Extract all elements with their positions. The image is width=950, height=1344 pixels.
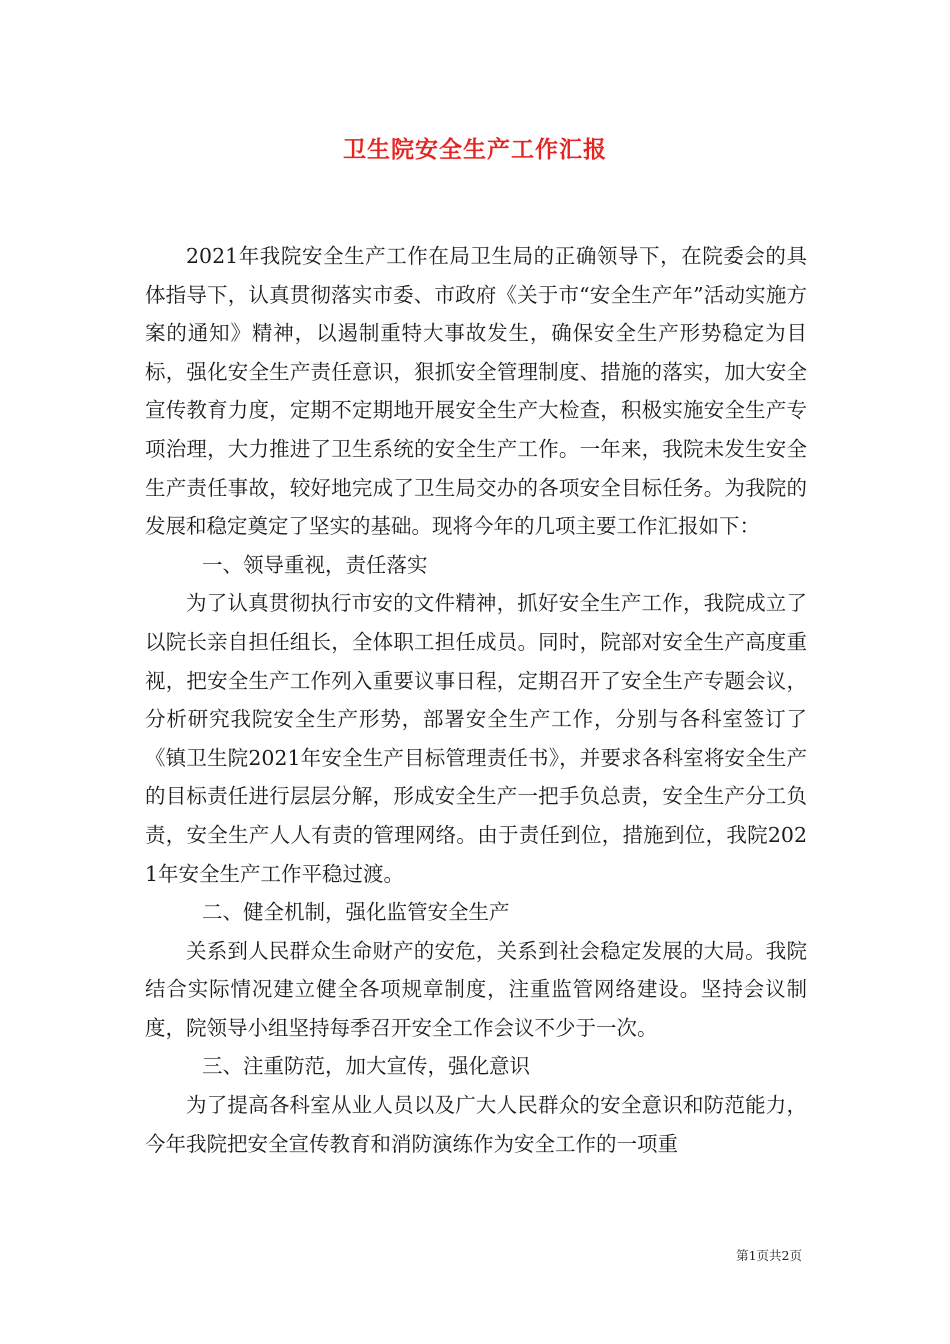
intro-paragraph: 2021年我院安全生产工作在局卫生局的正确领导下，在院委会的具体指导下，认真贯彻落实市委、市政府《关于市“安全生产年”活动实施方案的通知》精神，以遏制重特大事故发生，确保安全生产形势稳定为目标，强化安全生产责任意识，狠抓安全管理制度、措施的落实，加大安全宣传教育力度，定期不定期地开展安全生产大检查，积极实施安全生产专项治理，大力推进了卫生系统的安全生产工作。一年来，我院未发生安全生产责任事故，较好地完成了卫生局交办的各项安全目标任务。为我院的发展和稳定奠定了坚实的基础。现将今年的几项主要工作汇报如下： [145, 244, 807, 539]
section-body-3: 为了提高各科室从业人员以及广大人民群众的安全意识和防范能力，今年我院把安全宣传教育和消防演练作为安全工作的一项重 [145, 1093, 807, 1156]
section-heading-2: 二、健全机制，强化监管安全生产 [202, 900, 510, 925]
section-body-1: 为了认真贯彻执行市安的文件精神，抓好安全生产工作，我院成立了以院长亲自担任组长，全体职工担任成员。同时，院部对安全生产高度重视，把安全生产工作列入重要议事日程，定期召开了安全生产专题会议，分析研究我院安全生产形势，部署安全生产工作，分别与各科室签订了《镇卫生院2021年安全生产目标管理责任书》，并要求各科室将安全生产的目标责任进行层层分解，形成安全生产一把手负总责，安全生产分工负责，安全生产人人有责的管理网络。由于责任到位，措施到位，我院2021年安全生产工作平稳过渡。 [145, 591, 807, 886]
section-heading-1: 一、领导重视，责任落实 [202, 552, 428, 577]
page-number: 第1页共2页 [736, 1248, 802, 1263]
section-body-2: 关系到人民群众生命财产的安危，关系到社会稳定发展的大局。我院结合实际情况建立健全各项规章制度，注重监管网络建设。坚持会议制度，院领导小组坚持每季召开安全工作会议不少于一次。 [145, 938, 807, 1040]
document-title: 卫生院安全生产工作汇报 [343, 136, 607, 163]
document-body [145, 237, 807, 1163]
section-heading-3: 三、注重防范，加大宣传，强化意识 [202, 1054, 530, 1079]
